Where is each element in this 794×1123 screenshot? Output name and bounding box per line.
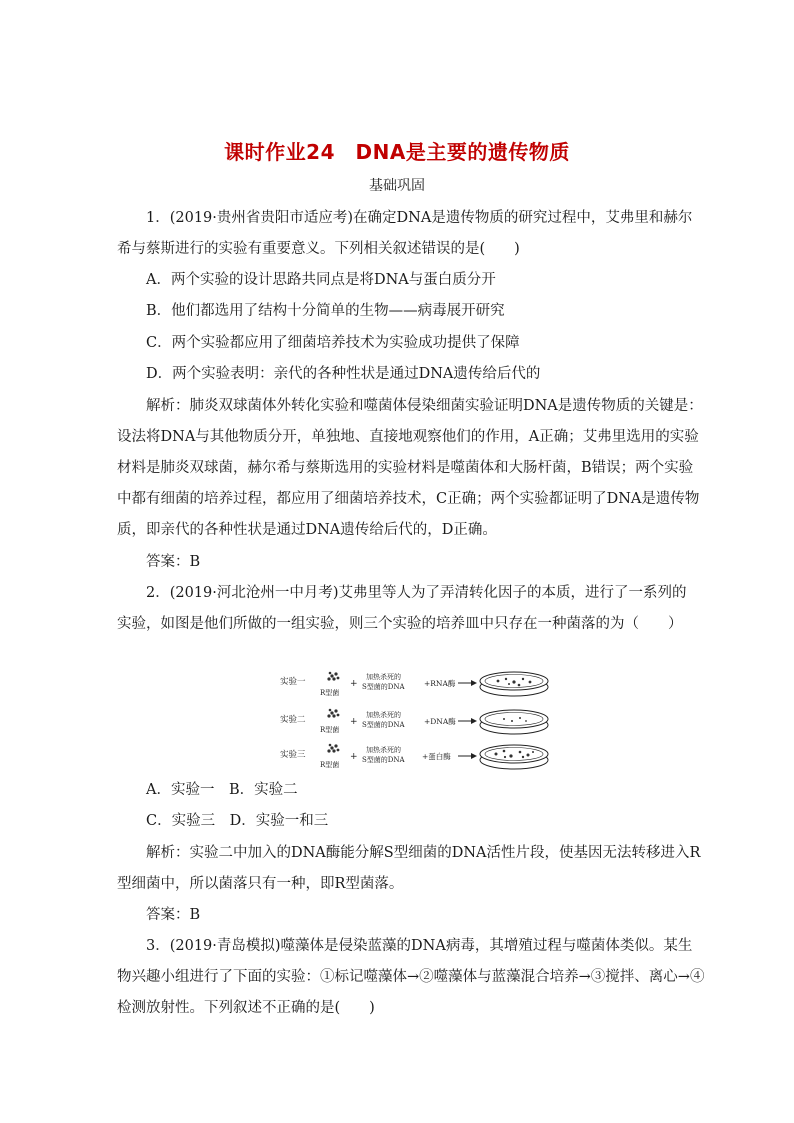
q1-stem-line-2: 希与蔡斯进行的实验有重要意义。下列相关叙述错误的是( ) xyxy=(117,241,520,257)
q1-option-b: B．他们都选用了结构十分简单的生物——病毒展开研究 xyxy=(146,303,505,319)
row-3-plus: + xyxy=(350,752,358,762)
experiment-row-1 xyxy=(280,672,548,697)
petri-dish-icon xyxy=(480,672,548,696)
experiment-row-3 xyxy=(280,744,548,769)
q1-analysis-line-4: 中都有细菌的培养过程，都应用了细菌培养技术，C正确；两个实验都证明了DNA是遗传物 xyxy=(117,491,700,507)
q1-analysis-line-3: 材料是肺炎双球菌，赫尔希与蔡斯选用的实验材料是噬菌体和大肠杆菌，B错误；两个实验 xyxy=(117,460,694,476)
row-2-plus: + xyxy=(350,717,358,727)
row-3-dna-line-1: 加热杀死的 xyxy=(366,746,401,754)
q2-options-line-2: C．实验三 D．实验一和三 xyxy=(146,813,329,829)
row-1-plus: + xyxy=(350,679,358,689)
q1-analysis-line-1: 解析：肺炎双球菌体外转化实验和噬菌体侵染细菌实验证明DNA是遗传物质的关键是： xyxy=(146,398,703,414)
row-1-label: 实验一 xyxy=(280,677,306,687)
row-1-enzyme: +RNA酶 xyxy=(424,679,456,688)
q1-option-a: A．两个实验的设计思路共同点是将DNA与蛋白质分开 xyxy=(146,272,496,288)
bacteria-cluster-icon xyxy=(327,744,339,753)
q1-option-d: D．两个实验表明：亲代的各种性状是通过DNA遗传给后代的 xyxy=(146,366,541,382)
row-1-dna-line-2: S型菌的DNA xyxy=(362,683,405,691)
q2-analysis-line-2: 型细菌中，所以菌落只有一种，即R型菌落。 xyxy=(117,876,404,892)
experiment-row-2 xyxy=(280,709,548,734)
q2-analysis-line-1: 解析：实验二中加入的DNA酶能分解S型细菌的DNA活性片段，使基因无法转移进入R xyxy=(146,845,701,861)
row-3-bacteria: R型菌 xyxy=(320,761,340,769)
experiment-figure xyxy=(276,664,556,776)
row-3-enzyme: +蛋白酶 xyxy=(422,752,451,761)
row-2-dna-line-1: 加热杀死的 xyxy=(366,711,401,719)
q2-options-line-1: A．实验一 B．实验二 xyxy=(146,782,298,798)
q2-stem-line-1: 2．(2019·河北沧州一中月考)艾弗里等人为了弄清转化因子的本质，进行了一系列的 xyxy=(146,585,687,601)
bacteria-cluster-icon xyxy=(327,709,339,718)
q1-answer: 答案：B xyxy=(146,554,201,570)
bacteria-cluster-icon xyxy=(327,672,339,681)
row-3-dna-line-2: S型菌的DNA xyxy=(362,756,405,764)
q3-stem-line-3: 检测放射性。下列叙述不正确的是( ) xyxy=(117,1000,375,1016)
row-2-dna-line-2: S型菌的DNA xyxy=(362,721,405,729)
petri-dish-icon xyxy=(480,745,548,769)
q1-analysis-line-2: 设法将DNA与其他物质分开，单独地、直接地观察他们的作用，A正确；艾弗里选用的实验 xyxy=(117,429,699,445)
q1-option-c: C．两个实验都应用了细菌培养技术为实验成功提供了保障 xyxy=(146,335,520,351)
row-3-label: 实验三 xyxy=(280,750,306,760)
row-1-bacteria: R型菌 xyxy=(320,689,340,697)
q1-stem-line-1: 1．(2019·贵州省贵阳市适应考)在确定DNA是遗传物质的研究过程中，艾弗里和赫尔 xyxy=(146,210,693,226)
q1-analysis-line-5: 质，即亲代的各种性状是通过DNA遗传给后代的，D正确。 xyxy=(117,522,497,538)
q3-stem-line-1: 3．(2019·青岛模拟)噬藻体是侵染蓝藻的DNA病毒，其增殖过程与噬菌体类似。某生 xyxy=(146,938,693,954)
section-heading: 基础巩固 xyxy=(369,178,425,194)
row-1-dna-line-1: 加热杀死的 xyxy=(366,673,401,681)
row-2-bacteria: R型菌 xyxy=(320,726,340,734)
q3-stem-line-2: 物兴趣小组进行了下面的实验：①标记噬藻体→②噬藻体与蓝藻混合培养→③搅拌、离心→④ xyxy=(117,969,705,985)
q2-answer: 答案：B xyxy=(146,907,201,923)
row-2-label: 实验二 xyxy=(280,715,306,725)
q2-stem-line-2: 实验，如图是他们所做的一组实验，则三个实验的培养皿中只存在一种菌落的为（ ） xyxy=(117,616,683,632)
petri-dish-icon xyxy=(480,710,548,734)
page-title: 课时作业24 DNA是主要的遗传物质 xyxy=(224,140,570,164)
row-2-enzyme: +DNA酶 xyxy=(424,717,456,726)
experiment-diagram xyxy=(276,664,556,776)
